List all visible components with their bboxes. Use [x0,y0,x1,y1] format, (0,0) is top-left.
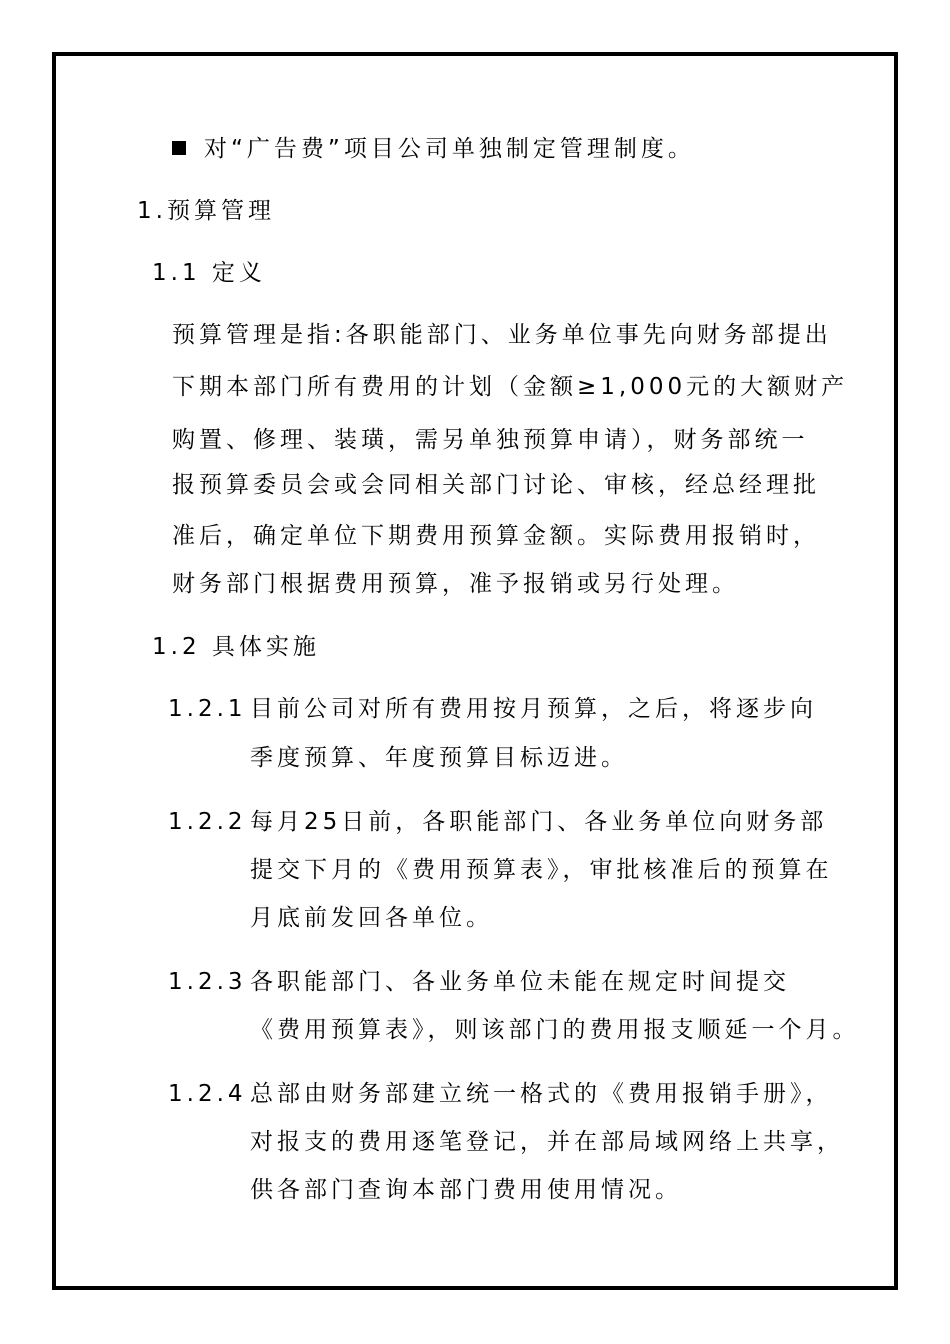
definition-line-4: 报预算委员会或会同相关部门讨论、审核，经总经理批 [172,472,820,498]
item-1-2-4-line-2: 对报支的费用逐笔登记，并在部局域网络上共享， [250,1129,844,1155]
item-1-2-4-line-3: 供各部门查询本部门费用使用情况。 [250,1177,682,1203]
item-number-1-2-1: 1.2.1 [168,696,247,722]
item-1-2-2-line-1: 每月25日前，各职能部门、各业务单位向财务部 [250,809,828,835]
definition-line-5: 准后，确定单位下期费用预算金额。实际费用报销时， [172,523,820,549]
section-heading-1: 1.预算管理 [137,198,275,224]
definition-line-2: 下期本部门所有费用的计划（金额≥1,000元的大额财产 [172,374,849,400]
definition-line-3: 购置、修理、装璜，需另单独预算申请），财务部统一 [172,427,809,453]
subsection-heading-1-1: 1.1 定义 [152,260,266,286]
item-1-2-3-line-2: 《费用预算表》，则该部门的费用报支顺延一个月。 [250,1017,860,1043]
bullet-item-text: 对“广告费”项目公司单独制定管理制度。 [204,136,695,162]
item-1-2-4-line-1: 总部由财务部建立统一格式的《费用报销手册》， [250,1081,833,1107]
bullet-item [172,134,695,164]
item-1-2-2-line-3: 月底前发回各单位。 [250,905,493,931]
definition-line-1: 预算管理是指:各职能部门、业务单位事先向财务部提出 [172,322,832,348]
item-number-1-2-2: 1.2.2 [168,809,247,835]
square-bullet-icon [172,141,186,155]
item-1-2-1-line-1: 目前公司对所有费用按月预算，之后，将逐步向 [250,696,817,722]
definition-line-6: 财务部门根据费用预算，准予报销或另行处理。 [172,571,739,597]
subsection-heading-1-2: 1.2 具体实施 [152,634,320,660]
item-1-2-3-line-1: 各职能部门、各业务单位未能在规定时间提交 [250,969,790,995]
item-1-2-2-line-2: 提交下月的《费用预算表》，审批核准后的预算在 [250,857,833,883]
item-number-1-2-4: 1.2.4 [168,1081,247,1107]
item-1-2-1-line-2: 季度预算、年度预算目标迈进。 [250,745,628,771]
item-number-1-2-3: 1.2.3 [168,969,247,995]
